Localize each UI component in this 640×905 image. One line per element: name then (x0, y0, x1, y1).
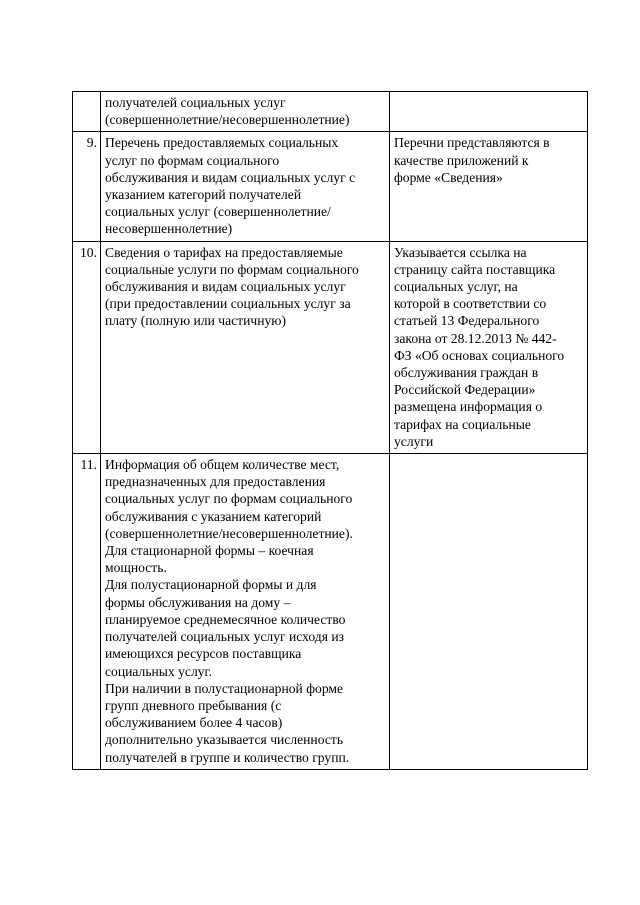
name-text-line: дополнительно указывается численность (105, 732, 344, 748)
name-text-line: получателей в группе и количество групп. (105, 749, 350, 765)
row-number-cell: 10. (73, 241, 101, 453)
name-text-line: имеющихся ресурсов поставщика (105, 646, 302, 662)
table-row (73, 241, 588, 453)
row-number-cell: 11. (73, 454, 101, 770)
name-text-line: Перечень предоставляемых социальных (105, 135, 339, 151)
name-text-line: получателей социальных услуг (105, 95, 286, 110)
name-text-line: При наличии в полустационарной форме (105, 680, 344, 696)
name-text-line: обслуживания и видам социальных услуг (105, 279, 346, 295)
note-text-line: Указывается ссылка на (394, 244, 527, 260)
table-row (73, 92, 588, 132)
information-name-cell (101, 132, 390, 241)
note-cell (390, 454, 588, 770)
note-text-line: обслуживания граждан в (394, 365, 539, 381)
table-row (73, 454, 588, 770)
name-text-line: формы обслуживания на дому – (105, 594, 291, 610)
name-text-line: планируемое среднемесячное количество (105, 611, 346, 627)
note-text-line: услуги (394, 433, 434, 449)
name-text-line: Информация об общем количестве мест, (105, 457, 340, 473)
services-info-table (72, 91, 588, 770)
table-row (73, 132, 588, 241)
note-text-line: закона от 28.12.2013 № 442- (394, 330, 557, 346)
note-cell (390, 92, 588, 132)
name-text-line: социальные услуги по формам социального (105, 261, 359, 277)
name-text-line: плату (полную или частичную) (105, 313, 286, 329)
information-name-cell (101, 92, 390, 132)
note-text-line: статьей 13 Федерального (394, 313, 540, 329)
name-text-line: (при предоставлении социальных услуг за (105, 296, 351, 312)
name-text-line: обслуживания с указанием категорий (105, 508, 322, 524)
name-text-line: обслуживания и видам социальных услуг с (105, 169, 356, 185)
name-text-line: групп дневного пребывания (с (105, 697, 282, 713)
name-text-line: мощность. (105, 560, 167, 576)
name-text-line: получателей социальных услуг исходя из (105, 629, 344, 645)
table-body (73, 92, 588, 770)
note-text-line: Перечни представляются в (394, 135, 550, 151)
name-text-line: обслуживанием более 4 часов) (105, 715, 283, 731)
name-text-line: Для стационарной формы – коечная (105, 543, 314, 559)
note-text-line: страницу сайта поставщика (394, 261, 556, 277)
note-text-line: ФЗ «Об основах социального (394, 347, 565, 363)
row-number-cell (73, 92, 101, 132)
note-cell (390, 132, 588, 241)
information-name-cell (101, 454, 390, 770)
name-text-line: Сведения о тарифах на предоставляемые (105, 244, 343, 260)
name-text-line: (совершеннолетние/несовершеннолетние). (105, 525, 353, 541)
name-text-line: социальных услуг (совершеннолетние/ (105, 204, 331, 220)
note-text-line: качестве приложений к (394, 152, 529, 168)
note-cell (390, 241, 588, 453)
note-text-line: которой в соответствии со (394, 296, 547, 312)
name-text-line: (совершеннолетние/несовершеннолетние) (105, 112, 350, 128)
note-text-line: социальных услуг, на (394, 279, 518, 295)
name-text-line: несовершеннолетние) (105, 221, 233, 237)
note-text-line: тарифах на социальные (394, 416, 531, 432)
name-text-line: Для полустационарной формы и для (105, 577, 317, 593)
name-text-line: социальных услуг по формам социального (105, 491, 353, 507)
information-name-cell (101, 241, 390, 453)
name-text-line: социальных услуг. (105, 663, 212, 679)
row-number-cell: 9. (73, 132, 101, 241)
note-text-line: размещена информация о (394, 399, 543, 415)
name-text-line: услуг по формам социального (105, 152, 280, 168)
note-text-line: Российской Федерации» (394, 382, 536, 398)
name-text-line: указанием категорий получателей (105, 187, 302, 203)
name-text-line: предназначенных для предоставления (105, 474, 326, 490)
note-text-line: форме «Сведения» (394, 169, 503, 185)
